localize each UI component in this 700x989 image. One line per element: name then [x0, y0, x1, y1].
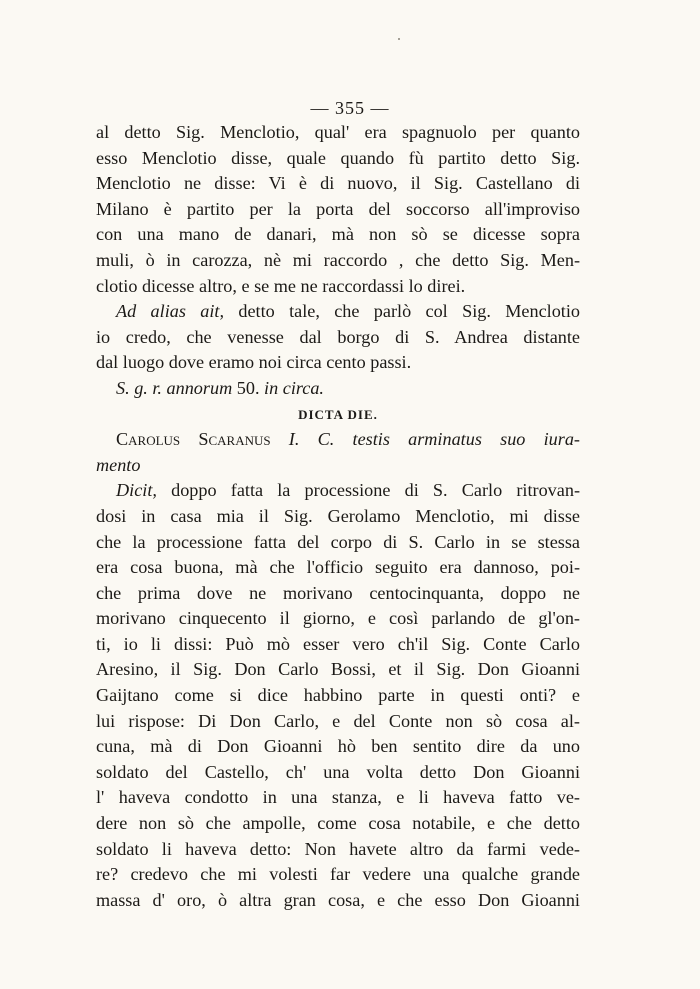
text-line: mento [96, 454, 141, 475]
text-line: al detto Sig. Menclotio, qual' era spagnuolo per quanto [96, 122, 580, 142]
italic-phrase: S. g. r. annorum [116, 377, 233, 398]
italic-phrase: in circa. [264, 377, 324, 398]
italic-phrase: I. C. testis arminatus suo iura- [270, 429, 580, 450]
text-line: dal luogo dove eramo noi circa cento passi. [96, 352, 412, 373]
text-line [96, 376, 580, 402]
text-line: Gaijtano come si dice habbino parte in questi onti? e [96, 685, 580, 706]
text-line [96, 478, 580, 504]
text-line: ti, io li dissi: Può mò esser vero ch'il Sig. Conte Carlo [96, 633, 580, 654]
text-fragment: doppo fatta la processione di S. Carlo ritrovan- [156, 480, 580, 501]
text-line: io credo, che venesse dal borgo di S. Andrea distante [96, 326, 580, 347]
italic-phrase: Ad alias ait, [116, 301, 225, 322]
witness-name: Carolus Scaranus [116, 429, 271, 450]
text-line: Milano è partito per la porta del soccorso all'improviso [96, 198, 580, 219]
italic-phrase: Dicit, [116, 480, 157, 501]
text-line: esso Menclotio disse, quale quando fù partito detto Sig. [96, 147, 580, 168]
paper-speck [398, 38, 400, 40]
text-line [96, 299, 580, 325]
text-line: lui rispose: Di Don Carlo, e del Conte non sò cosa al- [96, 710, 580, 731]
text-line: clotio dicesse altro, e se me ne raccordassi lo direi. [96, 275, 466, 296]
text-fragment: detto tale, che parlò col Sig. Menclotio [224, 301, 580, 322]
text-line: era cosa buona, mà che l'officio seguito era dannoso, poi- [96, 557, 580, 578]
text-fragment: 50. [232, 377, 265, 398]
section-heading: DICTA DIE. [298, 406, 378, 422]
text-line: che prima dove ne morivano centocinquanta, doppo ne [96, 582, 580, 603]
text-line: re? credevo che mi volesti far vedere una qualche grande [96, 864, 580, 885]
text-line: Aresino, il Sig. Don Carlo Bossi, et il Sig. Don Gioanni [96, 659, 580, 680]
page-number: — 355 — [310, 98, 390, 118]
text-line: soldato del Castello, ch' una volta detto Don Gioanni [96, 761, 580, 782]
text-line: soldato li haveva detto: Non havete altro da farmi vede- [96, 838, 580, 859]
page-body [96, 120, 580, 913]
text-line: che la processione fatta del corpo di S. Carlo in se stessa [96, 531, 580, 552]
text-line [96, 427, 580, 453]
text-line: dere non sò che ampolle, come cosa notabile, e che detto [96, 813, 580, 834]
text-line: massa d' oro, ò altra gran cosa, e che esso Don Gioanni [96, 889, 580, 910]
text-line: Menclotio ne disse: Vi è di nuovo, il Sig. Castellano di [96, 173, 580, 194]
text-line: dosi in casa mia il Sig. Gerolamo Menclotio, mi disse [96, 505, 580, 526]
text-line: l' haveva condotto in una stanza, e li haveva fatto ve- [96, 787, 580, 808]
text-line: con una mano de danari, mà non sò se dicesse sopra [96, 224, 580, 245]
text-line: muli, ò in carozza, nè mi raccordo , che detto Sig. Men- [96, 249, 580, 270]
text-line: morivano cinquecento il giorno, e così parlando de gl'on- [96, 608, 580, 629]
text-line: cuna, mà di Don Gioanni hò ben sentito dire da uno [96, 736, 580, 757]
